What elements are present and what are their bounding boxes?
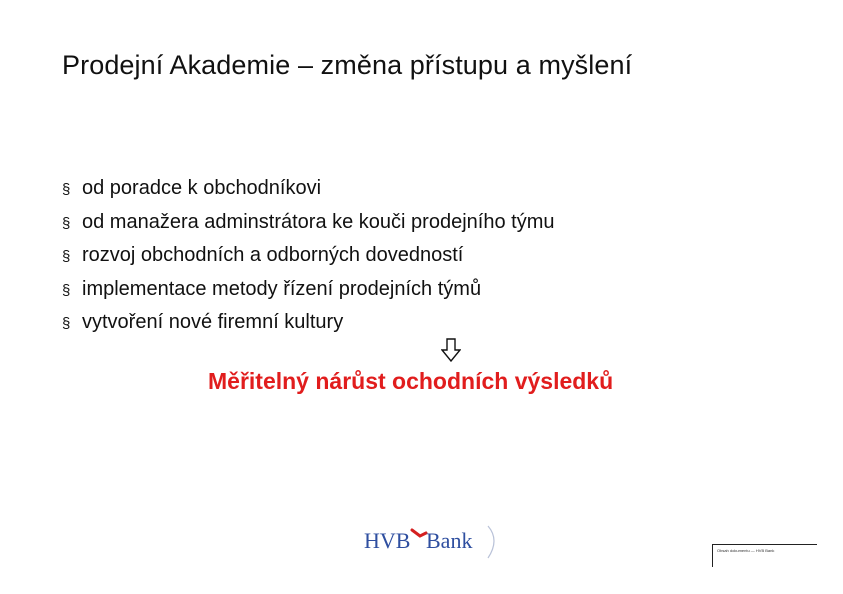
bullet-text: rozvoj obchodních a odborných dovedností <box>82 244 464 266</box>
list-item <box>62 211 554 245</box>
bullet-marker: § <box>62 315 71 332</box>
slide-title: Prodejní Akademie – změna přístupu a myšlení <box>62 50 633 80</box>
result-headline: Měřitelný nárůst ochodních výsledků <box>208 368 614 394</box>
bullet-marker: § <box>62 181 71 198</box>
list-item <box>62 244 554 278</box>
logo-mark-icon <box>412 530 426 536</box>
bullet-text: vytvoření nové firemní kultury <box>82 311 344 333</box>
bullet-marker: § <box>62 281 71 299</box>
bullet-list <box>62 177 554 345</box>
list-item <box>62 311 554 345</box>
bullet-text: od manažera adminstrátora ke kouči prodejního týmu <box>82 210 555 233</box>
logo-text-right: Bank <box>426 528 473 553</box>
bullet-marker: § <box>62 248 71 265</box>
list-item <box>62 278 554 312</box>
bullet-marker: § <box>62 214 71 232</box>
logo-text-left: HVB <box>364 528 411 553</box>
down-arrow-icon <box>441 338 461 362</box>
footer-box <box>712 544 817 567</box>
bullet-text: implementace metody řízení prodejních týmů <box>82 277 482 300</box>
footer-note: Obsah dokumentu — HVB Bank <box>717 548 775 553</box>
bullet-text: od poradce k obchodníkovi <box>82 177 322 199</box>
list-item <box>62 177 554 211</box>
hvb-bank-logo <box>360 518 502 560</box>
